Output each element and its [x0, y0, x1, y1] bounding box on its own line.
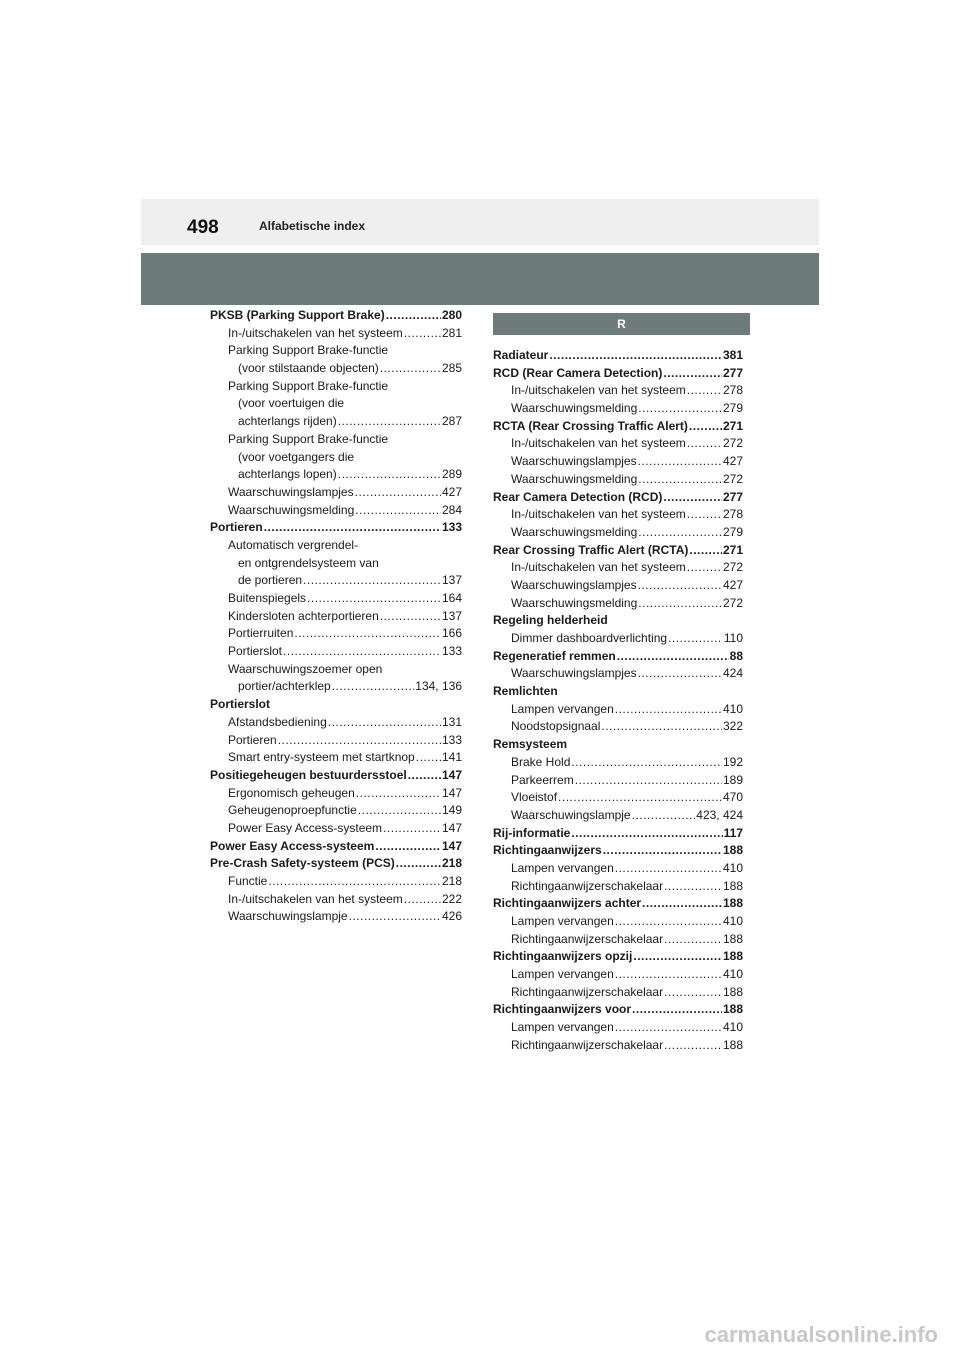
index-subentry	[493, 559, 743, 577]
index-subentry	[210, 502, 462, 520]
entry-text: Automatisch vergrendel-	[228, 537, 359, 552]
index-subentry	[210, 678, 462, 696]
entry-text: Waarschuwingslampje	[228, 909, 348, 924]
page-reference: 410	[722, 967, 743, 982]
entry-text: Waarschuwingsmelding	[228, 502, 355, 517]
page-reference: 188	[722, 878, 743, 893]
entry-text: Parkeerrem	[511, 772, 574, 787]
page-reference: 410	[722, 1020, 743, 1035]
page-reference: 278	[722, 507, 743, 522]
entry-text: Waarschuwingslampjes	[228, 484, 354, 499]
leader-dots	[278, 732, 441, 750]
page-reference: 271	[722, 418, 743, 433]
page-reference: 272	[722, 560, 743, 575]
entry-text: Richtingaanwijzers	[493, 843, 602, 858]
leader-dots	[615, 860, 722, 878]
index-subentry	[210, 785, 462, 803]
leader-dots	[638, 400, 722, 418]
entry-text: Richtingaanwijzers voor	[493, 1002, 632, 1017]
page-reference: 218	[441, 856, 462, 871]
entry-text: Waarschuwingsmelding	[511, 401, 638, 416]
index-subentry	[493, 1037, 743, 1055]
entry-text: Richtingaanwijzers achter	[493, 896, 642, 911]
entry-text: In-/uitschakelen van het systeem	[228, 891, 403, 906]
entry-text: Waarschuwingslampjes	[511, 454, 637, 469]
leader-dots	[404, 891, 441, 909]
leader-dots	[663, 365, 722, 383]
entry-text: In-/uitschakelen van het systeem	[511, 560, 686, 575]
entry-text: en ontgrendelsysteem van	[238, 555, 379, 570]
entry-text: Power Easy Access-systeem	[210, 838, 375, 853]
index-entry	[493, 1001, 743, 1019]
leader-dots	[408, 767, 441, 785]
index-subentry	[210, 378, 462, 396]
index-subentry	[493, 453, 743, 471]
index-subentry	[493, 913, 743, 931]
entry-text: Rear Crossing Traffic Alert (RCTA)	[493, 542, 689, 557]
page-reference: 188	[722, 949, 743, 964]
page-reference: 189	[722, 772, 743, 787]
index-subentry	[210, 572, 462, 590]
page-reference: 410	[722, 701, 743, 716]
page-reference: 427	[441, 484, 462, 499]
leader-dots	[664, 1037, 722, 1055]
index-subentry	[493, 665, 743, 683]
index-subentry	[493, 860, 743, 878]
page-number: 498	[187, 217, 219, 238]
index-entry	[493, 612, 743, 630]
page-reference: 137	[441, 573, 462, 588]
entry-text: Functie	[228, 874, 268, 888]
leader-dots	[396, 855, 441, 873]
entry-text: Portierslot	[210, 697, 271, 712]
page-reference: 188	[722, 1037, 743, 1052]
leader-dots	[283, 643, 441, 661]
leader-dots	[264, 519, 441, 537]
entry-text: Radiateur	[493, 348, 549, 362]
page-reference: 279	[722, 524, 743, 539]
index-entries-r	[493, 347, 743, 1055]
entry-text: Lampen vervangen	[511, 1020, 614, 1035]
letter-heading-r: R	[493, 313, 750, 335]
entry-text: portier/achterklep	[238, 679, 331, 694]
entry-text: Waarschuwingszoemer open	[228, 661, 383, 676]
index-entry	[493, 895, 743, 913]
index-subentry	[210, 325, 462, 343]
page-reference: 133	[441, 644, 462, 659]
index-subentry	[210, 625, 462, 643]
page-reference: 164	[441, 591, 462, 605]
index-subentry	[493, 595, 743, 613]
page-reference: 410	[722, 914, 743, 928]
page-reference: 110	[723, 631, 743, 645]
page-reference: 192	[722, 754, 743, 769]
index-subentry	[210, 555, 462, 573]
entry-text: Parking Support Brake-functie	[228, 378, 389, 393]
index-subentry	[493, 400, 743, 418]
leader-dots	[601, 718, 722, 736]
page-reference: 278	[722, 383, 743, 398]
page-reference: 279	[722, 401, 743, 416]
entry-text: Parking Support Brake-functie	[228, 343, 389, 358]
leader-dots	[328, 714, 441, 732]
leader-dots	[416, 749, 441, 767]
watermark: carmanualsonline.info	[704, 1322, 938, 1347]
leader-dots	[687, 435, 722, 453]
entry-text: achterlangs lopen)	[238, 467, 337, 482]
index-subentry	[210, 360, 462, 378]
page-reference: 322	[722, 719, 743, 734]
leader-dots	[549, 347, 722, 365]
index-subentry	[210, 732, 462, 750]
leader-dots	[638, 453, 722, 471]
index-entry	[493, 736, 743, 754]
entry-text: de portieren	[238, 573, 303, 588]
page-reference: 426	[441, 909, 462, 924]
entry-text: Waarschuwingslampjes	[511, 577, 637, 592]
leader-dots	[633, 948, 722, 966]
leader-dots	[689, 542, 722, 560]
page-reference: 137	[441, 608, 462, 623]
index-subentry	[493, 966, 743, 984]
entry-text: Ergonomisch geheugen	[228, 785, 355, 800]
leader-dots	[338, 466, 441, 484]
index-subentry	[210, 342, 462, 360]
entry-text: Remlichten	[493, 684, 558, 699]
index-subentry	[493, 382, 743, 400]
leader-dots	[687, 506, 722, 524]
index-subentry	[210, 873, 462, 891]
leader-dots	[632, 1001, 722, 1019]
leader-dots	[689, 418, 722, 436]
index-entry	[493, 365, 743, 383]
page-reference: 410	[722, 860, 743, 875]
leader-dots	[349, 908, 441, 926]
entry-text: Richtingaanwijzerschakelaar	[511, 984, 664, 999]
entry-text: achterlangs rijden)	[238, 414, 337, 429]
entry-text: RCD (Rear Camera Detection)	[493, 365, 663, 380]
entry-text: Richtingaanwijzerschakelaar	[511, 878, 664, 893]
index-subentry	[210, 749, 462, 767]
leader-dots	[615, 701, 722, 719]
entry-text: Rear Camera Detection (RCD)	[493, 489, 663, 504]
page-reference: 88	[729, 648, 743, 663]
entry-text: Richtingaanwijzerschakelaar	[511, 931, 664, 946]
entry-text: In-/uitschakelen van het systeem	[511, 383, 686, 398]
page-reference: 272	[722, 436, 743, 451]
index-entry	[210, 519, 462, 537]
index-subentry	[210, 661, 462, 679]
entry-text: Parking Support Brake-functie	[228, 431, 389, 446]
leader-dots	[386, 307, 441, 325]
page-reference: 117	[723, 825, 743, 840]
page-reference: 272	[722, 595, 743, 610]
index-entry	[493, 489, 743, 507]
page-reference: 188	[722, 843, 743, 858]
page-reference: 285	[441, 361, 462, 376]
page-reference: 272	[722, 471, 743, 486]
entry-text: Regeneratief remmen	[493, 648, 616, 663]
entry-text: Regeling helderheid	[493, 613, 608, 628]
page-reference: 149	[441, 803, 462, 818]
leader-dots	[664, 878, 722, 896]
leader-dots	[571, 754, 722, 772]
page-reference: 147	[441, 767, 462, 782]
page-reference: 271	[722, 542, 743, 557]
index-subentry	[493, 577, 743, 595]
page-reference: 188	[722, 896, 743, 911]
page-reference: 131	[441, 714, 462, 729]
leader-dots	[615, 1019, 722, 1037]
entry-text: (voor voetgangers die	[238, 449, 355, 464]
index-entry	[493, 347, 743, 365]
entry-text: Portieren	[228, 732, 277, 747]
index-subentry	[493, 718, 743, 736]
index-subentry	[210, 484, 462, 502]
entry-text: (voor stilstaande objecten)	[238, 361, 379, 376]
index-subentry	[493, 754, 743, 772]
entry-text: PKSB (Parking Support Brake)	[210, 308, 385, 322]
leader-dots	[603, 842, 722, 860]
leader-dots	[303, 572, 441, 590]
entry-text: Power Easy Access-systeem	[228, 820, 383, 835]
page-reference: 280	[441, 308, 462, 322]
entry-text: Dimmer dashboardverlichting	[511, 631, 668, 645]
entry-text: Portieren	[210, 520, 263, 535]
page-reference: 427	[722, 454, 743, 469]
leader-dots	[687, 559, 722, 577]
entry-text: Kindersloten achterportieren	[228, 608, 379, 623]
page-reference: 424	[722, 666, 743, 681]
index-entry	[210, 767, 462, 785]
entry-text: Portierruiten	[228, 626, 294, 641]
entry-text: Lampen vervangen	[511, 860, 614, 875]
entry-text: Remsysteem	[493, 737, 568, 752]
entry-text: Lampen vervangen	[511, 701, 614, 716]
leader-dots	[375, 838, 441, 856]
index-subentry	[210, 820, 462, 838]
entry-text: Lampen vervangen	[511, 914, 614, 928]
index-column-left	[210, 307, 462, 926]
leader-dots	[358, 802, 441, 820]
index-subentry	[493, 471, 743, 489]
leader-dots	[664, 984, 722, 1002]
index-subentry	[210, 891, 462, 909]
leader-dots	[687, 382, 722, 400]
leader-dots	[571, 825, 722, 843]
index-subentry	[493, 878, 743, 896]
entry-text: Waarschuwingslampje	[511, 807, 631, 822]
entry-text: Smart entry-systeem met startknop	[228, 750, 415, 765]
index-subentry	[493, 506, 743, 524]
leader-dots	[632, 807, 696, 825]
leader-dots	[355, 502, 441, 520]
index-entry	[210, 307, 462, 325]
entry-text: Geheugenoproepfunctie	[228, 803, 357, 818]
leader-dots	[668, 630, 723, 648]
entry-text: Richtingaanwijzerschakelaar	[511, 1037, 664, 1052]
leader-dots	[575, 772, 722, 790]
page-reference: 147	[441, 820, 462, 835]
index-subentry	[493, 1019, 743, 1037]
index-entry	[493, 683, 743, 701]
entry-text: Waarschuwingsmelding	[511, 471, 638, 486]
page-header	[141, 199, 819, 245]
index-entry	[210, 838, 462, 856]
header-band	[141, 253, 819, 305]
entry-text: Rij-informatie	[493, 825, 571, 840]
page-reference: 147	[441, 785, 462, 800]
leader-dots	[638, 524, 722, 542]
page-reference: 141	[441, 750, 462, 765]
leader-dots	[332, 678, 415, 696]
entry-text: Brake Hold	[511, 754, 571, 769]
entry-text: Buitenspiegels	[228, 591, 307, 605]
page-reference: 281	[441, 325, 462, 340]
entry-text: Waarschuwingsmelding	[511, 595, 638, 610]
index-subentry	[493, 630, 743, 648]
leader-dots	[663, 489, 722, 507]
page-reference: 277	[722, 489, 743, 504]
entry-text: In-/uitschakelen van het systeem	[228, 325, 403, 340]
leader-dots	[617, 648, 729, 666]
index-subentry	[493, 435, 743, 453]
index-subentry	[210, 395, 462, 413]
index-subentry	[210, 590, 462, 608]
leader-dots	[355, 484, 441, 502]
index-subentry	[493, 807, 743, 825]
entry-text: Noodstopsignaal	[511, 719, 601, 734]
index-subentry	[210, 431, 462, 449]
index-subentry	[493, 524, 743, 542]
leader-dots	[642, 895, 722, 913]
leader-dots	[638, 471, 722, 489]
index-column-right	[493, 307, 743, 1055]
leader-dots	[638, 577, 722, 595]
entry-text: (voor voertuigen die	[238, 396, 345, 411]
index-entry	[210, 696, 462, 714]
entry-text: Positiegeheugen bestuurdersstoel	[210, 767, 407, 782]
leader-dots	[638, 595, 722, 613]
page-reference: 188	[722, 1002, 743, 1017]
entry-text: RCTA (Rear Crossing Traffic Alert)	[493, 418, 688, 433]
leader-dots	[615, 913, 722, 931]
page-reference: 147	[441, 838, 462, 853]
index-subentry	[210, 714, 462, 732]
index-subentry	[210, 449, 462, 467]
entry-text: Richtingaanwijzers opzij	[493, 949, 633, 964]
page-reference: 133	[441, 520, 462, 535]
page-reference: 218	[441, 874, 462, 888]
index-subentry	[210, 802, 462, 820]
leader-dots	[664, 931, 722, 949]
index-subentry	[493, 772, 743, 790]
index-entry	[210, 855, 462, 873]
index-subentry	[493, 984, 743, 1002]
page-reference: 188	[722, 931, 743, 946]
entry-text: Waarschuwingsmelding	[511, 524, 638, 539]
entry-text: Waarschuwingslampjes	[511, 666, 637, 681]
index-subentry	[210, 643, 462, 661]
index-subentry	[210, 466, 462, 484]
page-reference: 134, 136	[415, 679, 462, 694]
page-reference: 423, 424	[696, 807, 743, 822]
index-subentry	[493, 789, 743, 807]
entry-text: Pre-Crash Safety-systeem (PCS)	[210, 856, 395, 871]
index-entry	[493, 842, 743, 860]
index-subentry	[493, 931, 743, 949]
page-reference: 427	[722, 577, 743, 592]
leader-dots	[638, 665, 722, 683]
entry-text: Lampen vervangen	[511, 967, 614, 982]
entry-text: In-/uitschakelen van het systeem	[511, 436, 686, 451]
page-reference: 287	[441, 414, 462, 429]
page-reference: 470	[722, 790, 743, 805]
index-subentry	[210, 608, 462, 626]
section-title: Alfabetische index	[259, 219, 366, 233]
leader-dots	[356, 785, 441, 803]
leader-dots	[383, 820, 441, 838]
index-subentry	[493, 701, 743, 719]
index-entry	[493, 648, 743, 666]
index-entry	[493, 948, 743, 966]
index-entry	[493, 542, 743, 560]
entry-text: In-/uitschakelen van het systeem	[511, 507, 686, 522]
index-entry	[493, 825, 743, 843]
leader-dots	[404, 325, 441, 343]
leader-dots	[268, 873, 441, 891]
page-reference: 188	[722, 984, 743, 999]
entry-text: Afstandsbediening	[228, 714, 327, 729]
leader-dots	[380, 360, 441, 378]
leader-dots	[558, 789, 722, 807]
index-entry	[493, 418, 743, 436]
page-reference: 222	[441, 891, 462, 906]
page-reference: 289	[441, 467, 462, 482]
page-reference: 284	[441, 502, 462, 517]
index-subentry	[210, 537, 462, 555]
leader-dots	[338, 413, 441, 431]
page-reference: 166	[441, 626, 462, 641]
index-subentry	[210, 908, 462, 926]
entry-text: Portierslot	[228, 644, 283, 659]
leader-dots	[380, 608, 441, 626]
page-reference: 277	[722, 365, 743, 380]
index-subentry	[210, 413, 462, 431]
entry-text: Vloeistof	[511, 790, 558, 805]
leader-dots	[294, 625, 441, 643]
page-reference: 381	[722, 348, 743, 362]
page-reference: 133	[441, 732, 462, 747]
leader-dots	[615, 966, 722, 984]
leader-dots	[307, 590, 441, 608]
